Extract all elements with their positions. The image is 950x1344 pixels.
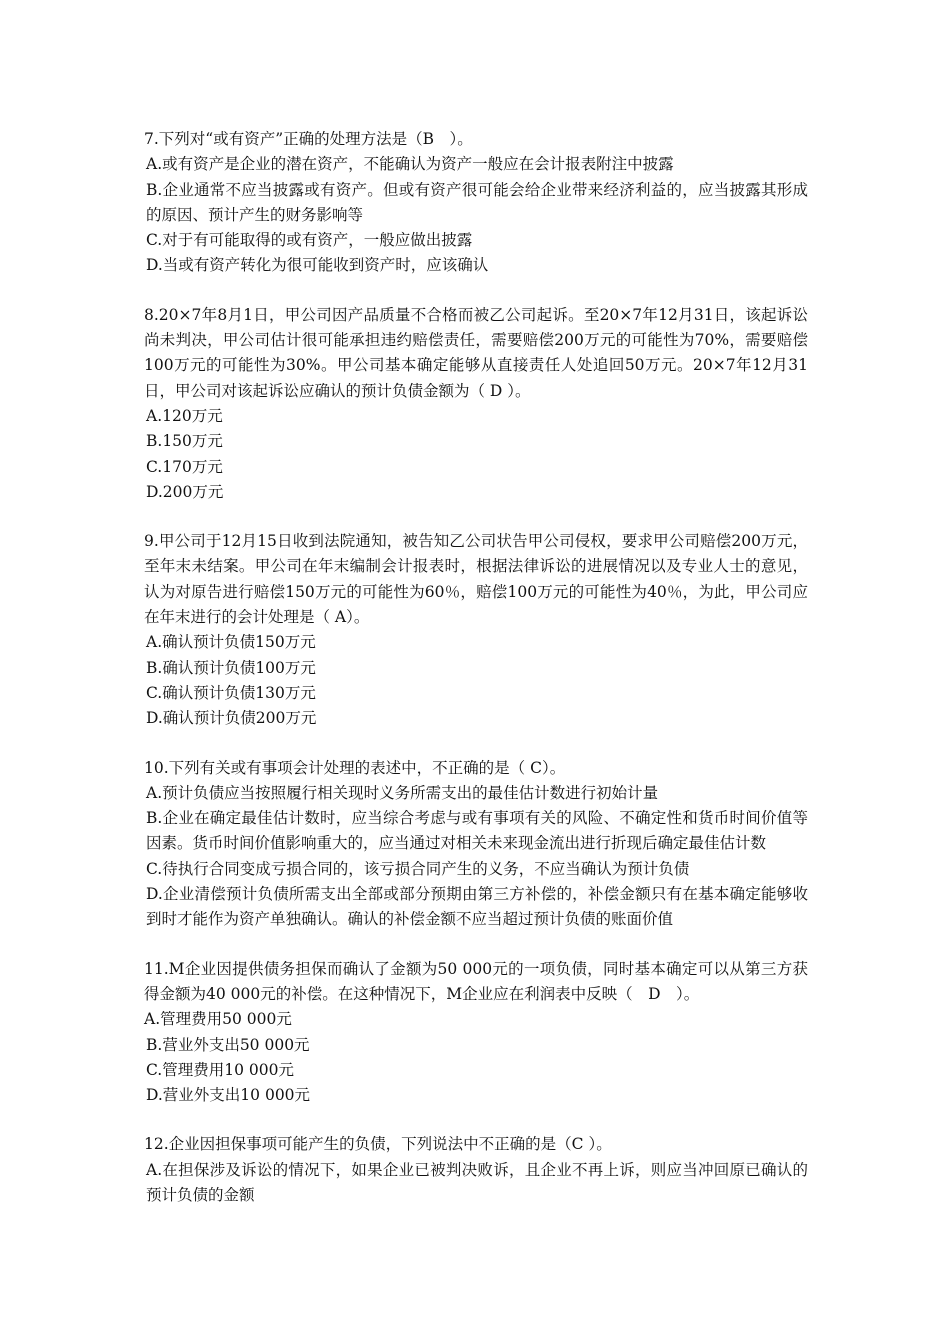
- document-body: [144, 127, 808, 1232]
- option-d: D.当或有资产转化为很可能收到资产时，应该确认: [146, 256, 489, 275]
- question-9: [144, 529, 808, 731]
- option-a: A.120万元: [146, 406, 223, 425]
- option-d: D.营业外支出10 000元: [146, 1086, 311, 1105]
- question-7: [144, 127, 808, 279]
- question-12: [144, 1132, 808, 1208]
- option-b: B.营业外支出50 000元: [146, 1035, 310, 1054]
- option-b: B.150万元: [146, 432, 223, 451]
- question-stem: 9.甲公司于12月15日收到法院通知，被告知乙公司状告甲公司侵权，要求甲公司赔偿200万元，至年末未结案。甲公司在年末编制会计报表时，根据法律诉讼的进展情况以及专业人士的意见，认为对原告进行赔偿150万元的可能性为60％，赔偿100万元的可能性为40％，为此，甲公司应在年末进行的会计处理是（ A）。: [144, 532, 808, 627]
- question-stem: 10.下列有关或有事项会计处理的表述中，不正确的是（ C）。: [144, 758, 566, 777]
- option-b: B.确认预计负债100万元: [146, 658, 316, 677]
- question-8: [144, 303, 808, 505]
- option-c: C.待执行合同变成亏损合同的，该亏损合同产生的义务，不应当确认为预计负债: [146, 859, 690, 878]
- question-10: [144, 756, 808, 933]
- question-11: [144, 957, 808, 1109]
- option-b: B.企业通常不应当披露或有资产。但或有资产很可能会给企业带来经济利益的，应当披露其形成的原因、预计产生的财务影响等: [146, 180, 808, 224]
- option-c: C.管理费用10 000元: [146, 1060, 294, 1079]
- option-a: A.在担保涉及诉讼的情况下，如果企业已被判决败诉，且企业不再上诉，则应当冲回原已确认的预计负债的金额: [146, 1160, 808, 1204]
- option-a: A.确认预计负债150万元: [146, 633, 316, 652]
- option-c: C.170万元: [146, 457, 223, 476]
- option-c: C.确认预计负债130万元: [146, 683, 316, 702]
- option-c: C.对于有可能取得的或有资产，一般应做出披露: [146, 231, 473, 250]
- option-a: A.管理费用50 000元: [144, 1010, 292, 1029]
- question-stem: 8.20×7年8月1日，甲公司因产品质量不合格而被乙公司起诉。至20×7年12月31日，该起诉讼尚未判决，甲公司估计很可能承担违约赔偿责任，需要赔偿200万元的可能性为70%，需要赔偿100万元的可能性为30%。甲公司基本确定能够从直接责任人处追回50万元。20×7年12月31日，甲公司对该起诉讼应确认的预计负债金额为（ D ）。: [144, 305, 808, 400]
- option-d: D.确认预计负债200万元: [146, 709, 317, 728]
- option-d: D.企业清偿预计负债所需支出全部或部分预期由第三方补偿的，补偿金额只有在基本确定能够收到时才能作为资产单独确认。确认的补偿金额不应当超过预计负债的账面价值: [146, 885, 808, 929]
- option-b: B.企业在确定最佳估计数时，应当综合考虑与或有事项有关的风险、不确定性和货币时间价值等因素。货币时间价值影响重大的，应当通过对相关未来现金流出进行折现后确定最佳估计数: [146, 809, 808, 853]
- question-stem: 7.下列对“或有资产”正确的处理方法是（B ）。: [144, 130, 473, 148]
- question-stem: 12.企业因担保事项可能产生的负债，下列说法中不正确的是（C ）。: [144, 1135, 612, 1154]
- question-stem: 11.M企业因提供债务担保而确认了金额为50 000元的一项负债，同时基本确定可以从第三方获得金额为40 000元的补偿。在这种情况下，M企业应在利润表中反映（ D ）。: [144, 959, 808, 1003]
- option-d: D.200万元: [146, 482, 224, 501]
- option-a: A.预计负债应当按照履行相关现时义务所需支出的最佳估计数进行初始计量: [146, 783, 659, 802]
- option-a: A.或有资产是企业的潜在资产，不能确认为资产一般应在会计报表附注中披露: [146, 155, 674, 174]
